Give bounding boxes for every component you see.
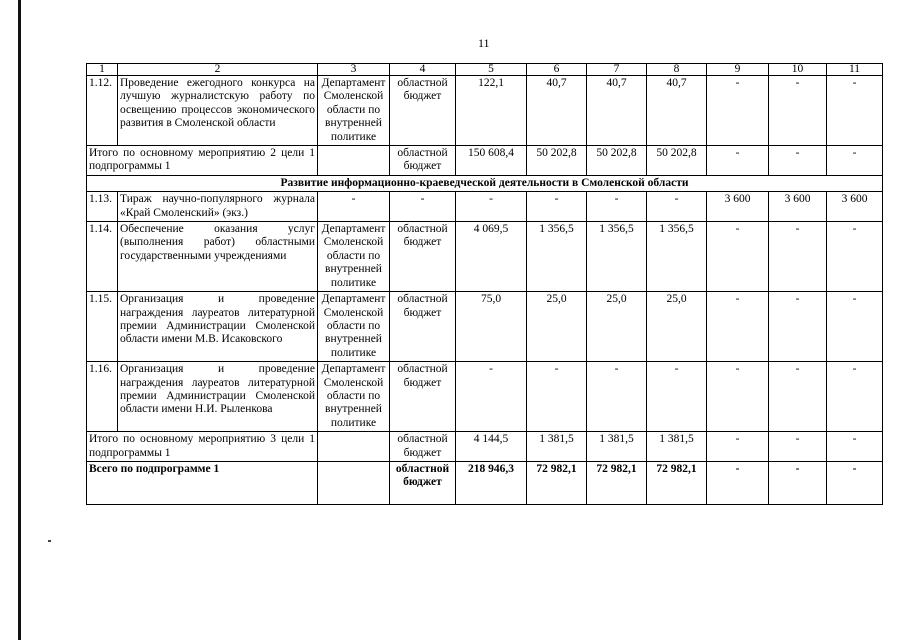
value-col6: 1 381,5 — [527, 432, 587, 462]
funding-source: областной бюджет — [390, 76, 456, 146]
funding-source: областной бюджет — [390, 461, 456, 504]
activity-name: Проведение ежегодного конкурса на лучшую журналистскую работу по освещению процессов экономического развития в Смоленской области — [118, 76, 318, 146]
header-cell: 7 — [587, 64, 647, 76]
funding-source: областной бюджет — [390, 432, 456, 462]
value-col6: 40,7 — [527, 76, 587, 146]
table-row — [87, 192, 883, 222]
budget-table — [86, 63, 883, 505]
value-col9: - — [707, 292, 769, 362]
grand-total-label: Всего по подпрограмме 1 — [87, 461, 318, 504]
value-col8: - — [647, 192, 707, 222]
section-heading-row — [87, 175, 883, 191]
value-col5: 4 069,5 — [456, 222, 527, 292]
value-col10: - — [769, 146, 827, 176]
activity-name: Организация и проведение награждения лауреатов литературной премии Администрации Смоленской области имени М.В. Исаковского — [118, 292, 318, 362]
value-col7: 1 381,5 — [587, 432, 647, 462]
value-col7: 25,0 — [587, 292, 647, 362]
value-col7: 50 202,8 — [587, 146, 647, 176]
funding-source: областной бюджет — [390, 146, 456, 176]
value-col6: 72 982,1 — [527, 461, 587, 504]
header-cell: 6 — [527, 64, 587, 76]
value-col5: 4 144,5 — [456, 432, 527, 462]
value-col11: - — [827, 146, 883, 176]
value-col8: 50 202,8 — [647, 146, 707, 176]
funding-source: областной бюджет — [390, 292, 456, 362]
header-cell: 4 — [390, 64, 456, 76]
value-col5: - — [456, 192, 527, 222]
value-col8: - — [647, 362, 707, 432]
activity-name: Тираж научно-популярного журнала «Край Смоленский» (экз.) — [118, 192, 318, 222]
table-row — [87, 362, 883, 432]
value-col10: - — [769, 362, 827, 432]
column-number-row — [87, 64, 883, 76]
table-row — [87, 292, 883, 362]
value-col6: - — [527, 192, 587, 222]
value-col10: - — [769, 292, 827, 362]
value-col7: 1 356,5 — [587, 222, 647, 292]
subtotal-label: Итого по основному мероприятию 3 цели 1 подпрограммы 1 — [87, 432, 318, 462]
value-col9: - — [707, 362, 769, 432]
subtotal-row — [87, 146, 883, 176]
value-col7: 40,7 — [587, 76, 647, 146]
value-col5: 122,1 — [456, 76, 527, 146]
page-number: 11 — [478, 36, 490, 50]
value-col10: - — [769, 432, 827, 462]
value-col5: 75,0 — [456, 292, 527, 362]
header-cell: 5 — [456, 64, 527, 76]
header-cell: 8 — [647, 64, 707, 76]
value-col11: - — [827, 461, 883, 504]
table-row — [87, 76, 883, 146]
value-col6: 1 356,5 — [527, 222, 587, 292]
value-col11: - — [827, 432, 883, 462]
row-number: 1.15. — [87, 292, 118, 362]
value-col5: 218 946,3 — [456, 461, 527, 504]
funding-source: областной бюджет — [390, 362, 456, 432]
activity-name: Организация и проведение награждения лауреатов литературной премии Администрации Смоленской области имени Н.И. Рыленкова — [118, 362, 318, 432]
empty-cell — [318, 432, 390, 462]
header-cell: 3 — [318, 64, 390, 76]
value-col5: - — [456, 362, 527, 432]
page-edge-line — [18, 0, 21, 640]
value-col10: - — [769, 222, 827, 292]
value-col11: - — [827, 222, 883, 292]
activity-name: Обеспечение оказания услуг (выполнения работ) областными государственными учреждениями — [118, 222, 318, 292]
empty-cell — [318, 146, 390, 176]
value-col7: - — [587, 192, 647, 222]
value-col9: - — [707, 222, 769, 292]
value-col8: 1 356,5 — [647, 222, 707, 292]
header-cell: 2 — [118, 64, 318, 76]
subtotal-label: Итого по основному мероприятию 2 цели 1 подпрограммы 1 — [87, 146, 318, 176]
value-col11: - — [827, 362, 883, 432]
header-cell: 9 — [707, 64, 769, 76]
value-col6: 50 202,8 — [527, 146, 587, 176]
header-cell: 10 — [769, 64, 827, 76]
row-number: 1.12. — [87, 76, 118, 146]
value-col8: 1 381,5 — [647, 432, 707, 462]
executor: Департамент Смоленской области по внутренней политике — [318, 362, 390, 432]
value-col8: 25,0 — [647, 292, 707, 362]
value-col6: - — [527, 362, 587, 432]
value-col9: - — [707, 76, 769, 146]
executor: Департамент Смоленской области по внутренней политике — [318, 292, 390, 362]
value-col5: 150 608,4 — [456, 146, 527, 176]
funding-source: областной бюджет — [390, 222, 456, 292]
value-col7: 72 982,1 — [587, 461, 647, 504]
section-title: Развитие информационно-краеведческой деятельности в Смоленской области — [87, 175, 883, 191]
value-col8: 40,7 — [647, 76, 707, 146]
row-number: 1.14. — [87, 222, 118, 292]
row-number: 1.13. — [87, 192, 118, 222]
executor: Департамент Смоленской области по внутренней политике — [318, 76, 390, 146]
value-col9: 3 600 — [707, 192, 769, 222]
value-col9: - — [707, 432, 769, 462]
header-cell: 1 — [87, 64, 118, 76]
scan-speck — [48, 540, 51, 542]
header-cell: 11 — [827, 64, 883, 76]
funding-source: - — [390, 192, 456, 222]
empty-cell — [318, 461, 390, 504]
executor: Департамент Смоленской области по внутренней политике — [318, 222, 390, 292]
value-col10: 3 600 — [769, 192, 827, 222]
value-col9: - — [707, 461, 769, 504]
value-col11: 3 600 — [827, 192, 883, 222]
executor: - — [318, 192, 390, 222]
value-col11: - — [827, 76, 883, 146]
subtotal-row — [87, 432, 883, 462]
value-col10: - — [769, 76, 827, 146]
value-col11: - — [827, 292, 883, 362]
value-col9: - — [707, 146, 769, 176]
value-col6: 25,0 — [527, 292, 587, 362]
value-col7: - — [587, 362, 647, 432]
value-col8: 72 982,1 — [647, 461, 707, 504]
grand-total-row — [87, 461, 883, 504]
table-row — [87, 222, 883, 292]
row-number: 1.16. — [87, 362, 118, 432]
value-col10: - — [769, 461, 827, 504]
